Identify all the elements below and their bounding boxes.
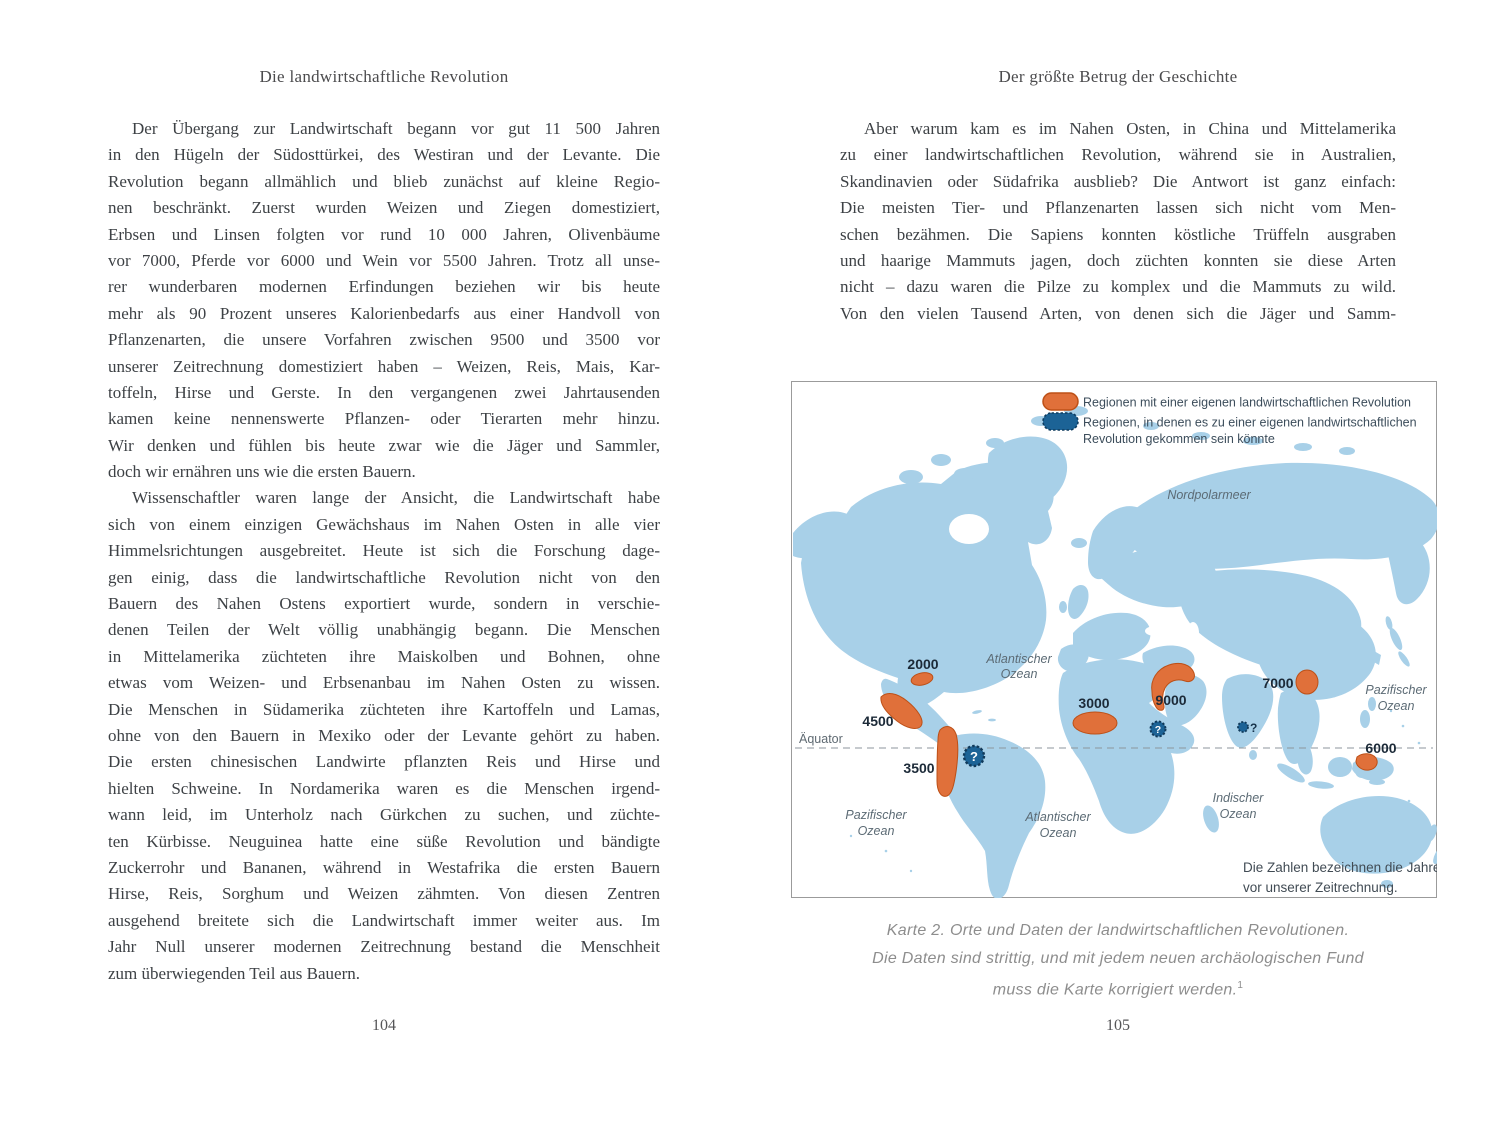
region-amazonia-label: ? bbox=[970, 749, 978, 764]
text-line: Wissenschaftler waren lange der Ansicht, die Landwirtschaft habe bbox=[132, 488, 660, 508]
land-arctic-island bbox=[899, 470, 923, 484]
text-line: schen bezähmen. Die Sapiens konnten köstliche Trüffeln ausgraben bbox=[840, 224, 1396, 244]
text-line: doch wir ernähren uns wie die ersten Bauern. bbox=[108, 462, 416, 482]
text-line: in den Hügeln der Südosttürkei, des Westiran und der Levante. Die bbox=[108, 145, 660, 165]
ocean-label-atlantic-north: Atlantischer Ozean bbox=[986, 652, 1052, 681]
land-arctic-island bbox=[1339, 447, 1355, 455]
ocean-label-nordpolarmeer: Nordpolarmeer bbox=[1167, 488, 1251, 502]
small-island bbox=[885, 850, 888, 853]
text-line: Hirse, Reis, Sorghum und Weizen zähmten. Von diesen Zentren bbox=[108, 884, 660, 904]
small-island bbox=[1402, 725, 1405, 728]
land-arctic-island bbox=[923, 489, 939, 499]
land-ireland bbox=[1059, 601, 1067, 613]
text-line: Erbsen und Linsen folgten vor rund 10 000 Jahren, Olivenbäume bbox=[108, 224, 660, 244]
text-line: Aber warum kam es im Nahen Osten, in China und Mittelamerika bbox=[864, 119, 1396, 138]
text-line: denen Teilen der Welt völlig unabhängig begann. Die Menschen bbox=[108, 620, 660, 640]
legend-label-possible: Regionen, in denen es zu einer eigenen landwirtschaftlichen Revolution gekommen sein könnte bbox=[1083, 415, 1417, 446]
year-label-4500: 4500 bbox=[862, 713, 894, 729]
year-label-9000: 9000 bbox=[1155, 692, 1187, 708]
year-label-3000: 3000 bbox=[1078, 695, 1110, 711]
ocean-label-pacific-east: Pazifischer Ozean bbox=[1365, 683, 1427, 713]
land-borneo bbox=[1328, 757, 1352, 777]
caption-line: muss die Karte korrigiert werden.$^1$ bbox=[992, 980, 1244, 999]
region-north-china bbox=[1296, 670, 1318, 694]
ocean-label-pacific-west: Pazifischer Ozean bbox=[845, 808, 907, 838]
text-line: zu einer landwirtschaftlichen Revolution, während sie in Australien, bbox=[840, 145, 1396, 165]
region-east-africa-label: ? bbox=[1154, 724, 1162, 736]
small-island bbox=[850, 835, 852, 837]
land-sri-lanka bbox=[1249, 750, 1257, 760]
text-line: ten Kürbisse. Neuguinea hatte eine süße Revolution und bändigte bbox=[108, 831, 660, 851]
right-page-number: 105 bbox=[1106, 1017, 1130, 1034]
land-arctic-island bbox=[1294, 443, 1312, 451]
text-line: Pflanzenarten, die unsere Vorfahren zwischen 9500 und 3500 vor bbox=[108, 330, 660, 350]
text-line: Die ersten chinesischen Landwirte pflanzten Reis und Hirse und bbox=[108, 752, 660, 772]
region-south-india-label: ? bbox=[1250, 721, 1258, 735]
region-south-india bbox=[1238, 722, 1248, 732]
land-arctic-island bbox=[954, 468, 976, 480]
text-line: nicht – dazu waren die Pilze zu komplex und die Mammuts zu wild. bbox=[840, 277, 1396, 297]
land-philippines bbox=[1360, 710, 1370, 728]
text-line: zum überwiegenden Teil aus Bauern. bbox=[108, 963, 360, 983]
hudson-bay bbox=[949, 514, 989, 544]
text-line: rer wunderbaren modernen Erfindungen beziehen wir bis heute bbox=[108, 277, 660, 297]
year-label-3500: 3500 bbox=[903, 760, 935, 776]
legend-label-confirmed: Regionen mit einer eigenen landwirtschaftlichen Revolution bbox=[1083, 395, 1411, 410]
world-map bbox=[791, 381, 1437, 898]
text-line: sich von einem einzigen Gewächshaus im Nahen Osten in alle vier bbox=[108, 514, 660, 534]
year-label-6000: 6000 bbox=[1365, 740, 1397, 756]
text-line: mehr als 90 Prozent unseres Kalorienbedarfs aus einer Handvoll von bbox=[108, 303, 660, 323]
text-line: Die Menschen in Südamerika züchteten ihre Kartoffeln und Lamas, bbox=[108, 699, 660, 719]
land-arctic-island bbox=[1008, 474, 1022, 482]
equator-label: Äquator bbox=[799, 732, 843, 746]
land-caribbean-2 bbox=[988, 719, 996, 722]
text-line: und haarige Mammuts jagen, doch züchten konnten sie diese Arten bbox=[840, 250, 1396, 270]
text-line: Jahr Null unserer modernen Zeitrechnung bestand die Menschheit bbox=[108, 937, 660, 957]
left-page-body bbox=[108, 116, 660, 987]
land-iceland bbox=[1071, 538, 1087, 548]
text-line: Wir denken und fühlen bis heute zwar wie die Jäger und Sammler, bbox=[108, 435, 660, 455]
text-line: Bauern des Nahen Ostens exportiert wurde, sondern in verschie- bbox=[108, 594, 660, 614]
legend-swatch-confirmed bbox=[1043, 393, 1078, 410]
left-page-header: Die landwirtschaftliche Revolution bbox=[259, 67, 509, 86]
black-sea bbox=[1145, 626, 1165, 636]
legend-swatch-possible bbox=[1043, 413, 1078, 430]
left-page-number: 104 bbox=[372, 1017, 396, 1034]
text-line: nen beschränkt. Zuerst wurden Weizen und Ziegen domestiziert, bbox=[108, 198, 660, 218]
caption-line: Die Daten sind strittig, und mit jedem neuen archäologischen Fund bbox=[872, 949, 1364, 967]
footnote-mark: 1 bbox=[1237, 980, 1244, 991]
text-line: hielten Schweine. In Nordamerika waren es die Menschen irgend- bbox=[108, 778, 660, 798]
land-arctic-island bbox=[931, 454, 951, 466]
caspian-sea bbox=[1187, 622, 1199, 644]
text-line: ohne von den Bauern in Mexiko oder der Levante gehört zu haben. bbox=[108, 725, 660, 745]
text-line: Revolution begann allmählich und blieb zunächst auf kleine Regio- bbox=[108, 171, 660, 191]
land-philippines bbox=[1368, 697, 1376, 711]
caption-line: Karte 2. Orte und Daten der landwirtschaftlichen Revolutionen. bbox=[886, 922, 1350, 939]
text-line: etwas vom Weizen- und Erbsenanbau im Nahen Osten zu wissen. bbox=[108, 673, 660, 693]
text-line: toffeln, Hirse und Gerste. In den vergangenen zwei Jahrtausenden bbox=[108, 382, 660, 402]
text-line: Zuckerrohr und Bananen, während in Westafrika die ersten Bauern bbox=[108, 857, 660, 877]
text-line: Die meisten Tier- und Pflanzenarten lassen sich nicht vom Men- bbox=[840, 198, 1396, 218]
text-line: Der Übergang zur Landwirtschaft begann vor gut 11 500 Jahren bbox=[132, 119, 660, 138]
year-label-7000: 7000 bbox=[1262, 675, 1294, 691]
map-note-line-1: Die Zahlen bezeichnen die Jahre bbox=[1243, 860, 1437, 875]
ocean-label-atlantic-south: Atlantischer Ozean bbox=[1025, 810, 1091, 840]
right-page-header: Der größte Betrug der Geschichte bbox=[998, 67, 1238, 86]
map-svg bbox=[791, 381, 1437, 898]
year-label-2000: 2000 bbox=[907, 656, 939, 672]
ocean-label-indian: Indischer Ozean bbox=[1212, 791, 1264, 821]
text-line: wann leid, im Unterholz nach Gürkchen zu suchen, und züchte- bbox=[108, 805, 660, 825]
small-island bbox=[910, 870, 912, 872]
text-line: gen einig, dass die landwirtschaftliche Revolution nicht von den bbox=[108, 567, 660, 587]
region-west-africa bbox=[1073, 712, 1117, 734]
text-line: in Mittelamerika züchteten ihre Maiskolben und Bohnen, ohne bbox=[108, 646, 660, 666]
small-island bbox=[1418, 742, 1421, 745]
map-note-line-2: vor unserer Zeitrechnung. bbox=[1243, 880, 1398, 895]
text-line: Himmelsrichtungen ausgebreitet. Heute ist sich die Forschung dage- bbox=[108, 541, 660, 561]
right-page-body bbox=[840, 116, 1396, 327]
text-line: Von den vielen Tausend Arten, von denen sich die Jäger und Samm- bbox=[840, 303, 1396, 323]
small-island bbox=[1408, 800, 1411, 803]
text-line: Skandinavien oder Südafrika ausblieb? Die Antwort ist ganz einfach: bbox=[840, 171, 1396, 191]
region-new-guinea bbox=[1356, 754, 1377, 770]
map-caption bbox=[820, 917, 1416, 1004]
text-line: kamen keine nennenswerte Pflanzen- oder Tierarten mehr hinzu. bbox=[108, 409, 660, 429]
text-line: vor 7000, Pferde vor 6000 und Wein vor 5500 Jahren. Trotz all unse- bbox=[108, 250, 660, 270]
land-arctic-island bbox=[986, 438, 1004, 448]
text-line: unserer Zeitrechnung domestiziert haben – Weizen, Reis, Mais, Kar- bbox=[108, 356, 660, 376]
text-line: ausgehend breitete sich die Landwirtschaft immer weiter aus. Im bbox=[108, 910, 660, 930]
